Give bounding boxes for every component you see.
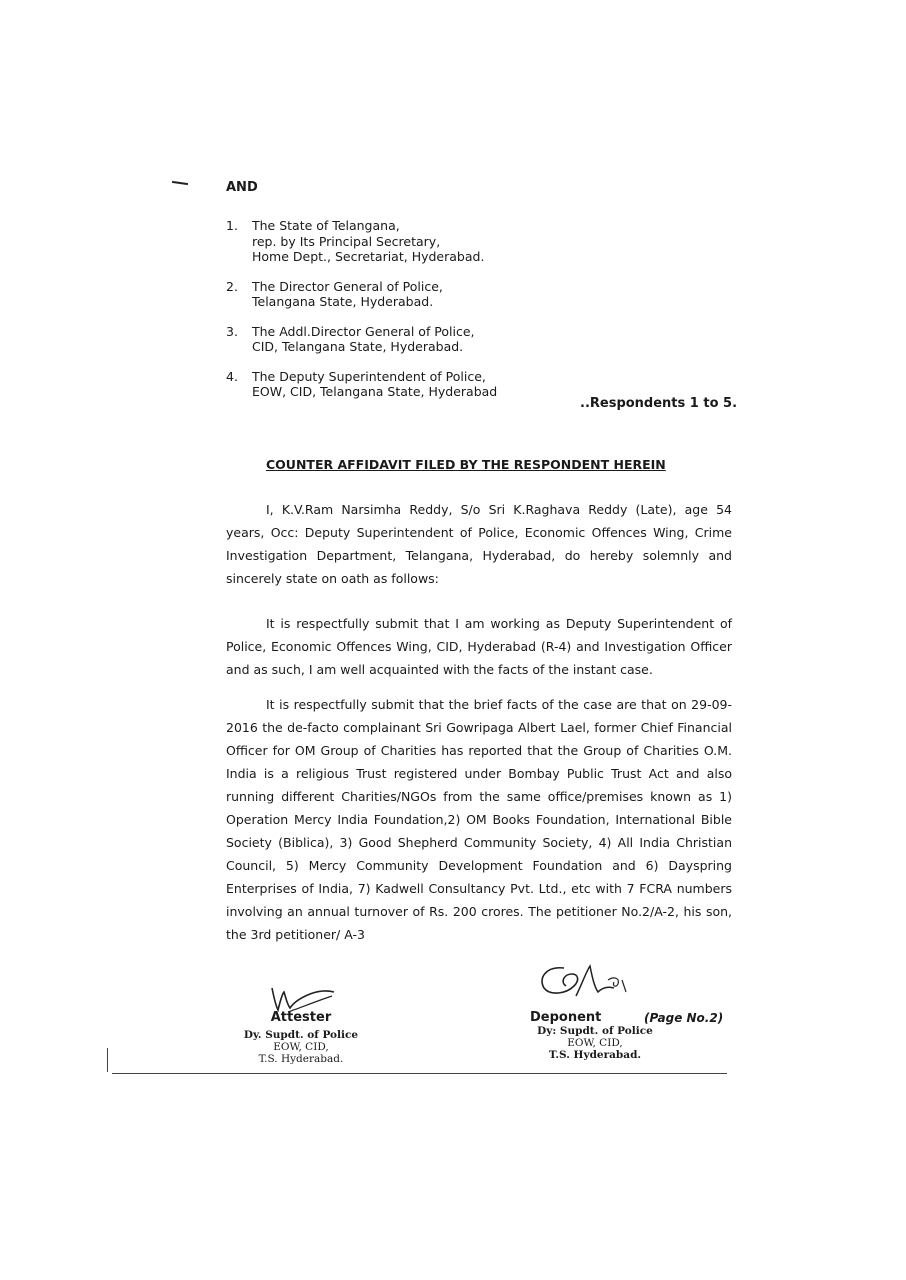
respondents-tag: ..Respondents 1 to 5.: [580, 396, 738, 411]
respondent-number: 4.: [226, 368, 238, 384]
respondent-line: The Deputy Superintendent of Police,: [252, 368, 486, 384]
respondent-line: Home Dept., Secretariat, Hyderabad.: [252, 249, 485, 264]
deponent-label: Deponent: [530, 1010, 602, 1025]
deponent-signature: [536, 962, 636, 1006]
respondent-number: 3.: [226, 323, 238, 339]
paragraph: It is respectfully submit that I am working as Deputy Superintendent of Police, Economic Offences Wing, CID, Hyderabad (R-4) and Investigation Officer and as such, I am well acquainted with the facts of the instant case.: [226, 616, 732, 677]
attester-block: [226, 1010, 376, 1065]
attester-stamp-line: EOW, CID,: [273, 1041, 329, 1053]
deponent-block: [530, 1010, 660, 1061]
affidavit-body: [226, 498, 732, 958]
attester-stamp-line: T.S. Hyderabad.: [258, 1053, 344, 1065]
respondent-line: The Addl.Director General of Police,: [252, 323, 475, 339]
respondent-line: rep. by Its Principal Secretary,: [252, 233, 441, 249]
attester-label: Attester: [270, 1010, 332, 1025]
and-label: AND: [226, 180, 258, 195]
respondent-number: 2.: [226, 278, 238, 294]
respondent-number: 1.: [226, 218, 238, 233]
attester-stamp-line: Dy. Supdt. of Police: [243, 1029, 359, 1041]
bottom-rule: [112, 1073, 727, 1074]
page-number: (Page No.2): [644, 1011, 724, 1025]
deponent-stamp-line: EOW, CID,: [567, 1037, 623, 1049]
respondent-line: The Director General of Police,: [252, 278, 443, 294]
paragraph: It is respectfully submit that the brief facts of the case are that on 29-09-2016 the de-facto complainant Sri Gowripaga Albert Lael, former Chief Financial Officer for OM Group of Charities has reported that the Group of Charities O.M. India is a religious Trust registered under Bombay Public Trust Act and also running different Charities/NGOs from the same office/premises known as 1) Operation Mercy India Foundation,2) OM Books Foundation, International Bible Society (Biblica), 3) Good Shepherd Community Society, 4) All India Christian Council, 5) Mercy Community Development Foundation and 6) Dayspring Enterprises of India, 7) Kadwell Consultancy Pvt. Ltd., etc with 7 FCRA numbers involving an annual turnover of Rs. 200 crores. The petitioner No.2/A-2, his son, the 3rd petitioner/ A-3: [226, 697, 732, 942]
deponent-stamp-line: T.S. Hyderabad.: [548, 1049, 642, 1061]
paragraph: I, K.V.Ram Narsimha Reddy, S/o Sri K.Raghava Reddy (Late), age 54 years, Occ: Deputy Superintendent of Police, Economic Offences Wing, Crime Investigation Department, Telangana, Hyderabad, do hereby solemnly and sincerely state on oath as follows:: [226, 502, 732, 586]
respondent-line: CID, Telangana State, Hyderabad.: [252, 339, 464, 354]
respondent-line: EOW, CID, Telangana State, Hyderabad: [252, 384, 498, 399]
respondent-line: Telangana State, Hyderabad.: [252, 294, 434, 309]
respondents-list: [226, 218, 726, 414]
margin-tick-mark: [107, 1048, 108, 1072]
respondent-item: [226, 218, 726, 265]
margin-dash-mark: [172, 181, 188, 185]
deponent-stamp-line: Dy: Supdt. of Police: [537, 1025, 653, 1037]
respondent-item: [226, 279, 726, 310]
respondent-item: [226, 369, 726, 400]
affidavit-heading: COUNTER AFFIDAVIT FILED BY THE RESPONDENT HEREIN: [266, 457, 666, 472]
respondent-line: The State of Telangana,: [252, 218, 400, 233]
respondent-item: [226, 324, 726, 355]
